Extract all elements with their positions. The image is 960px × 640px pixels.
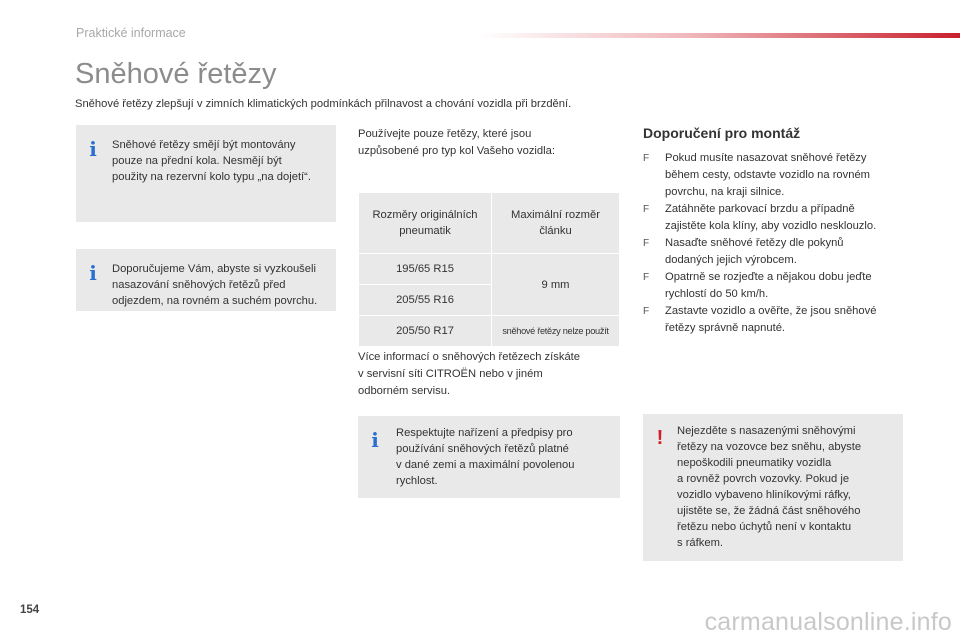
section-header: Praktické informace — [76, 26, 186, 40]
header-accent-line — [480, 33, 960, 38]
note-front-wheels — [76, 125, 336, 222]
table-cell-link: sněhové řetězy nelze použít — [492, 316, 620, 347]
list-item: F Nasaďte sněhové řetězy dle pokynů dodaných jejich výrobcem. — [643, 237, 844, 266]
mounting-steps — [643, 150, 908, 337]
table-cell-link: 9 mm — [492, 254, 620, 316]
mounting-title: Doporučení pro montáž — [643, 125, 801, 141]
info-icon: i — [371, 428, 379, 452]
use-only-paragraph: Používejte pouze řetězy, které jsou uzpůsobené pro typ kol Vašeho vozidla: — [358, 128, 555, 157]
table-header-tyre: Rozměry originálních pneumatik — [359, 193, 492, 254]
note-practice — [76, 249, 336, 311]
watermark: carmanualsonline.info — [704, 608, 952, 636]
tyre-size-table — [358, 192, 620, 347]
bullet-icon: F — [643, 204, 650, 215]
list-item: F Pokud musíte nasazovat sněhové řetězy během cesty, odstavte vozidlo na rovném povrchu, na kraji silnice. — [643, 152, 871, 198]
note-warning — [643, 414, 903, 561]
info-icon: i — [89, 261, 97, 285]
list-item: F Zastavte vozidlo a ověřte, že jsou sněhové řetězy správně napnuté. — [643, 305, 877, 334]
more-info-paragraph: Více informací o sněhových řetězech získáte v servisní síti CITROËN nebo v jiném odborném servisu. — [358, 351, 580, 397]
intro-text: Sněhové řetězy zlepšují v zimních klimatických podmínkách přilnavost a chování vozidla při brzdění. — [75, 98, 572, 110]
page-number: 154 — [20, 604, 40, 616]
note-text: Doporučujeme Vám, abyste si vyzkoušeli nasazování sněhových řetězů před odjezdem, na rovném a suchém povrchu. — [112, 263, 318, 307]
bullet-icon: F — [643, 272, 650, 283]
table-cell-size: 195/65 R15 — [359, 254, 492, 285]
note-regulations — [358, 416, 620, 498]
page-title: Sněhové řetězy — [75, 58, 277, 90]
table-row — [359, 316, 620, 347]
bullet-icon: F — [643, 238, 650, 249]
list-item: F Opatrně se rozjeďte a nějakou dobu jeďte rychlostí do 50 km/h. — [643, 271, 872, 300]
note-text: Nejezděte s nasazenými sněhovými řetězy na vozovce bez sněhu, abyste nepoškodili pneumatiky vozidla a rovněž povrch vozovky. Pokud je vozidlo vybaveno hliníkovými ráfky, ujistěte se, že žádná část sněhového řetězu nebo úchytů není v kontaktu s ráfkem. — [677, 425, 862, 549]
warning-icon: ! — [656, 427, 664, 449]
list-item: F Zatáhněte parkovací brzdu a případně zajistěte kola klíny, aby vozidlo nesklouzlo. — [643, 203, 877, 232]
note-text: Respektujte nařízení a předpisy pro používání sněhových řetězů platné v dané zemi a maximální povolenou rychlost. — [396, 427, 575, 487]
bullet-icon: F — [643, 306, 650, 317]
note-text: Sněhové řetězy smějí být montovány pouze na přední kola. Nesmějí být použity na rezervní kolo typu „na dojetí“. — [112, 139, 311, 183]
table-cell-size: 205/55 R16 — [359, 285, 492, 316]
table-header-link: Maximální rozměr článku — [492, 193, 620, 254]
table-cell-size: 205/50 R17 — [359, 316, 492, 347]
bullet-icon: F — [643, 153, 650, 164]
table-header-row — [359, 193, 620, 254]
table-row — [359, 254, 620, 285]
info-icon: i — [89, 137, 97, 161]
